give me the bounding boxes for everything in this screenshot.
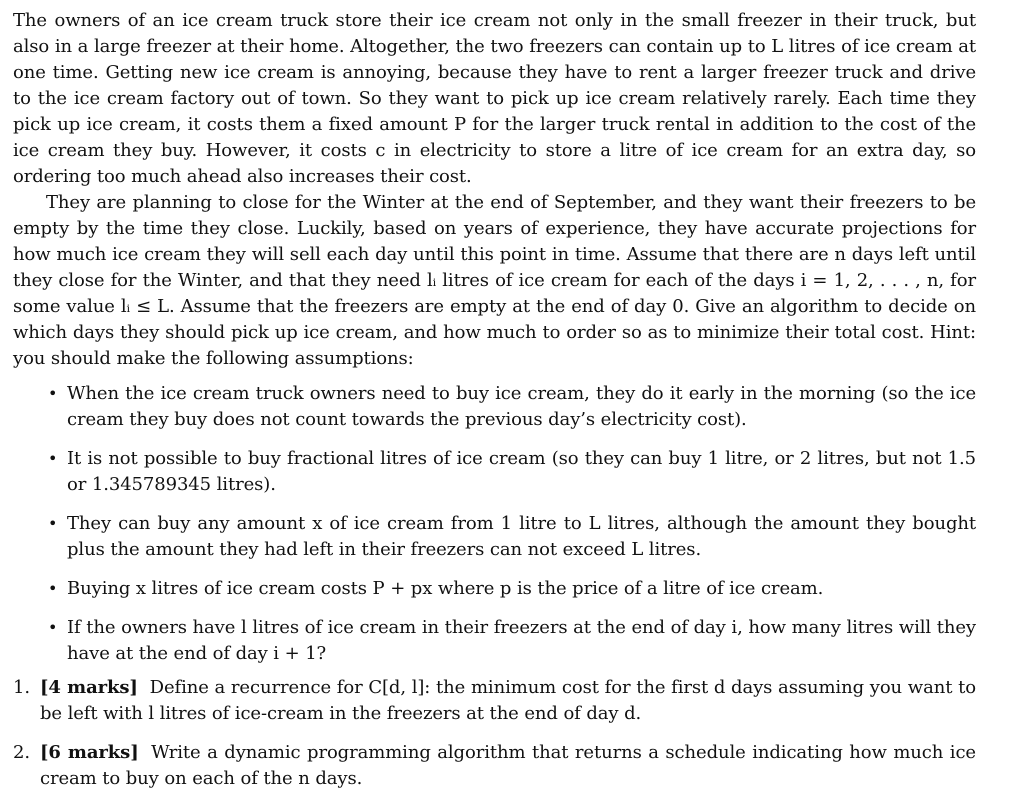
task-item xyxy=(13,740,976,792)
problem-paragraph: They are planning to close for the Winter at the end of September, and they want their freezers to be empty by the time they close. Luckily, based on years of experience, they have accurate projections for how much ice cream they will sell each day until this point in time. Assume that there are n days left until they close for the Winter, and that they need lᵢ litres of ice cream for each of the days i = 1, 2, . . . , n, for some value lᵢ ≤ L. Assume that the freezers are empty at the end of day 0. Give an algorithm to decide on which days they should pick up ice cream, and how much to order so as to minimize their total cost. Hint: you should make the following assumptions: xyxy=(13,192,976,369)
task-marks: [6 marks] xyxy=(40,742,139,763)
hint-text: When the ice cream truck owners need to buy ice cream, they do it early in the morning (so the ice cream they buy does not count towards the previous day’s electricity cost). xyxy=(67,383,976,430)
hint-item xyxy=(48,446,976,498)
hint-text: They can buy any amount x of ice cream from 1 litre to L litres, although the amount they bought plus the amount they had left in their freezers can not exceed L litres. xyxy=(67,513,976,560)
bullet-icon: • xyxy=(48,618,58,637)
intro-paragraph: The owners of an ice cream truck store their ice cream not only in the small freezer in their truck, but also in a large freezer at their home. Altogether, the two freezers can contain up to L litres of ice cream at one time. Getting new ice cream is annoying, because they have to rent a larger freezer truck and drive to the ice cream factory out of town. So they want to pick up ice cream relatively rarely. Each time they pick up ice cream, it costs them a fixed amount P for the larger truck rental in addition to the cost of the ice cream they buy. However, it costs c in electricity to store a litre of ice cream for an extra day, so ordering too much ahead also increases their cost. xyxy=(13,10,976,187)
task-item xyxy=(13,675,976,727)
task-marks: [4 marks] xyxy=(40,677,138,698)
bullet-icon: • xyxy=(48,579,58,598)
task-number: 1. xyxy=(13,677,30,698)
hint-text: Buying x litres of ice cream costs P + px where p is the price of a litre of ice cream. xyxy=(67,578,824,599)
task-text: Define a recurrence for C[d, l]: the minimum cost for the first d days assuming you want to be left with l litres of ice-cream in the freezers at the end of day d. xyxy=(40,677,976,724)
task-number: 2. xyxy=(13,742,30,763)
hint-item xyxy=(48,511,976,563)
task-text: Write a dynamic programming algorithm that returns a schedule indicating how much ice cream to buy on each of the n days. xyxy=(40,742,976,789)
hint-text: It is not possible to buy fractional litres of ice cream (so they can buy 1 litre, or 2 litres, but not 1.5 or 1.345789345 litres). xyxy=(67,448,976,495)
task-list xyxy=(13,675,976,792)
hint-text: If the owners have l litres of ice cream in their freezers at the end of day i, how many litres will they have at the end of day i + 1? xyxy=(67,617,976,664)
bullet-icon: • xyxy=(48,449,58,468)
bullet-icon: • xyxy=(48,514,58,533)
hint-item xyxy=(48,381,976,433)
hint-item xyxy=(48,615,976,667)
hint-list xyxy=(13,381,976,667)
bullet-icon: • xyxy=(48,384,58,403)
hint-item xyxy=(48,576,976,602)
